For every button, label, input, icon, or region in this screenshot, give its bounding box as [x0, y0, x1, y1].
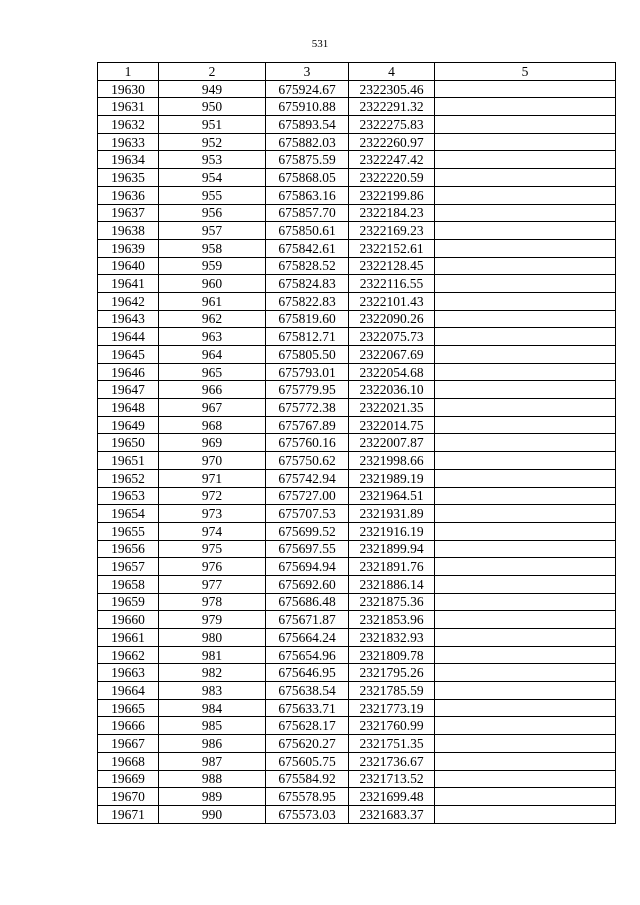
table-cell [435, 133, 616, 151]
table-row [98, 629, 616, 647]
table-cell: 675819.60 [266, 310, 349, 328]
table-cell: 2322116.55 [349, 275, 435, 293]
table-cell: 2322220.59 [349, 169, 435, 187]
table-cell: 675779.95 [266, 381, 349, 399]
table-row [98, 735, 616, 753]
table-cell: 963 [159, 328, 266, 346]
table-cell [435, 222, 616, 240]
table-cell: 955 [159, 186, 266, 204]
table-row [98, 399, 616, 417]
table-cell: 19646 [98, 363, 159, 381]
table-cell: 2321886.14 [349, 575, 435, 593]
table-row [98, 346, 616, 364]
table-cell: 19641 [98, 275, 159, 293]
table-cell: 675857.70 [266, 204, 349, 222]
table-cell: 968 [159, 416, 266, 434]
table-cell: 951 [159, 116, 266, 134]
table-cell: 19652 [98, 469, 159, 487]
table-cell [435, 80, 616, 98]
table-cell: 967 [159, 399, 266, 417]
table-row [98, 646, 616, 664]
table-cell: 2321931.89 [349, 505, 435, 523]
table-cell: 19650 [98, 434, 159, 452]
table-cell [435, 169, 616, 187]
table-cell: 2321751.35 [349, 735, 435, 753]
table-row [98, 593, 616, 611]
table-cell [435, 239, 616, 257]
table-cell: 2321998.66 [349, 452, 435, 470]
table-row [98, 575, 616, 593]
table-cell: 675727.00 [266, 487, 349, 505]
column-header: 4 [349, 63, 435, 81]
table-cell: 19653 [98, 487, 159, 505]
table-cell: 2321875.36 [349, 593, 435, 611]
coordinates-table [97, 62, 616, 824]
table-cell: 19658 [98, 575, 159, 593]
table-cell: 973 [159, 505, 266, 523]
table-cell: 675767.89 [266, 416, 349, 434]
table-cell: 675605.75 [266, 752, 349, 770]
table-cell: 675694.94 [266, 558, 349, 576]
table-cell: 2321785.59 [349, 682, 435, 700]
table-cell: 2321809.78 [349, 646, 435, 664]
table-cell: 984 [159, 699, 266, 717]
table-cell: 971 [159, 469, 266, 487]
table-cell: 964 [159, 346, 266, 364]
table-cell: 19630 [98, 80, 159, 98]
table-cell: 990 [159, 805, 266, 823]
table-cell: 19636 [98, 186, 159, 204]
table-cell: 2322075.73 [349, 328, 435, 346]
table-cell: 675646.95 [266, 664, 349, 682]
table-cell [435, 735, 616, 753]
table-row [98, 788, 616, 806]
table-cell: 675707.53 [266, 505, 349, 523]
table-cell: 988 [159, 770, 266, 788]
table-row [98, 752, 616, 770]
table-cell: 19642 [98, 292, 159, 310]
table-cell: 962 [159, 310, 266, 328]
table-cell: 949 [159, 80, 266, 98]
table-cell: 2322275.83 [349, 116, 435, 134]
table-cell: 675805.50 [266, 346, 349, 364]
table-cell: 19657 [98, 558, 159, 576]
table-row [98, 434, 616, 452]
table-row [98, 664, 616, 682]
table-cell: 675686.48 [266, 593, 349, 611]
table-cell: 2322014.75 [349, 416, 435, 434]
table-body [98, 80, 616, 823]
table-cell [435, 186, 616, 204]
table-row [98, 699, 616, 717]
table-cell [435, 346, 616, 364]
table-cell [435, 434, 616, 452]
table-row [98, 80, 616, 98]
table-row [98, 98, 616, 116]
table-cell: 19649 [98, 416, 159, 434]
table-row [98, 116, 616, 134]
table-cell: 2321899.94 [349, 540, 435, 558]
table-cell: 2322007.87 [349, 434, 435, 452]
table-cell: 2321773.19 [349, 699, 435, 717]
table-cell: 956 [159, 204, 266, 222]
table-cell: 2321683.37 [349, 805, 435, 823]
table-cell [435, 116, 616, 134]
table-row [98, 204, 616, 222]
table-cell: 952 [159, 133, 266, 151]
table-row [98, 310, 616, 328]
table-cell: 19634 [98, 151, 159, 169]
table-cell: 19648 [98, 399, 159, 417]
table-cell: 2321853.96 [349, 611, 435, 629]
table-cell [435, 646, 616, 664]
table-row [98, 540, 616, 558]
table-cell: 2321699.48 [349, 788, 435, 806]
table-cell: 960 [159, 275, 266, 293]
table-cell [435, 292, 616, 310]
table-row [98, 682, 616, 700]
table-cell [435, 381, 616, 399]
table-cell: 675664.24 [266, 629, 349, 647]
table-cell [435, 611, 616, 629]
table-cell: 19668 [98, 752, 159, 770]
table-header-row [98, 63, 616, 81]
table-cell [435, 540, 616, 558]
table-cell: 675697.55 [266, 540, 349, 558]
table-cell: 19633 [98, 133, 159, 151]
table-cell: 953 [159, 151, 266, 169]
table-cell: 2321736.67 [349, 752, 435, 770]
table-cell [435, 399, 616, 417]
table-cell: 675863.16 [266, 186, 349, 204]
table-cell [435, 575, 616, 593]
table-cell: 974 [159, 522, 266, 540]
table-cell: 2321795.26 [349, 664, 435, 682]
table-cell [435, 788, 616, 806]
table-cell: 2322021.35 [349, 399, 435, 417]
table-row [98, 292, 616, 310]
table-cell: 675910.88 [266, 98, 349, 116]
table-cell: 950 [159, 98, 266, 116]
table-cell: 2322260.97 [349, 133, 435, 151]
table-cell: 675850.61 [266, 222, 349, 240]
table-row [98, 222, 616, 240]
table-cell: 976 [159, 558, 266, 576]
page-number: 531 [311, 38, 329, 50]
table-cell: 19660 [98, 611, 159, 629]
table-cell: 19671 [98, 805, 159, 823]
table-cell: 675760.16 [266, 434, 349, 452]
table-cell: 19667 [98, 735, 159, 753]
table-cell: 2322184.23 [349, 204, 435, 222]
table-cell [435, 328, 616, 346]
table-cell: 969 [159, 434, 266, 452]
table-cell: 972 [159, 487, 266, 505]
table-row [98, 239, 616, 257]
table-cell: 19656 [98, 540, 159, 558]
table-cell [435, 717, 616, 735]
table-cell: 675822.83 [266, 292, 349, 310]
table-cell [435, 416, 616, 434]
table-cell: 675824.83 [266, 275, 349, 293]
table-row [98, 169, 616, 187]
table-cell: 675628.17 [266, 717, 349, 735]
table-cell: 19664 [98, 682, 159, 700]
table-cell [435, 505, 616, 523]
table-cell: 19640 [98, 257, 159, 275]
table-cell: 2322152.61 [349, 239, 435, 257]
table-cell: 675882.03 [266, 133, 349, 151]
table-cell: 19632 [98, 116, 159, 134]
table-cell: 2321713.52 [349, 770, 435, 788]
table-cell: 982 [159, 664, 266, 682]
table-cell: 19659 [98, 593, 159, 611]
table-cell: 19631 [98, 98, 159, 116]
table-cell: 2321989.19 [349, 469, 435, 487]
table-cell: 675924.67 [266, 80, 349, 98]
table-cell: 983 [159, 682, 266, 700]
table-row [98, 328, 616, 346]
table-cell: 2322169.23 [349, 222, 435, 240]
table-cell [435, 257, 616, 275]
table-cell: 2322036.10 [349, 381, 435, 399]
table-cell: 2322128.45 [349, 257, 435, 275]
table-cell: 19655 [98, 522, 159, 540]
table-cell [435, 558, 616, 576]
table-cell [435, 664, 616, 682]
table-cell [435, 770, 616, 788]
table-cell [435, 275, 616, 293]
column-header: 5 [435, 63, 616, 81]
table-cell [435, 452, 616, 470]
table-cell [435, 805, 616, 823]
table-cell: 978 [159, 593, 266, 611]
table-cell: 2321760.99 [349, 717, 435, 735]
table-row [98, 275, 616, 293]
table-cell [435, 204, 616, 222]
table-row [98, 611, 616, 629]
table-cell: 979 [159, 611, 266, 629]
table-row [98, 805, 616, 823]
table-row [98, 416, 616, 434]
table-row [98, 487, 616, 505]
table-cell: 19663 [98, 664, 159, 682]
table-cell [435, 310, 616, 328]
table-cell: 675842.61 [266, 239, 349, 257]
table-cell [435, 98, 616, 116]
table-row [98, 717, 616, 735]
table-row [98, 133, 616, 151]
table-cell: 19651 [98, 452, 159, 470]
table-cell: 675633.71 [266, 699, 349, 717]
table-cell: 675578.95 [266, 788, 349, 806]
column-header: 2 [159, 63, 266, 81]
table-cell: 19654 [98, 505, 159, 523]
table-cell [435, 363, 616, 381]
table-cell: 2321891.76 [349, 558, 435, 576]
table-cell: 19662 [98, 646, 159, 664]
table-cell: 675772.38 [266, 399, 349, 417]
table-cell: 19670 [98, 788, 159, 806]
table-cell: 675654.96 [266, 646, 349, 664]
table-cell: 675742.94 [266, 469, 349, 487]
table-cell [435, 629, 616, 647]
table-cell: 957 [159, 222, 266, 240]
table-cell: 19644 [98, 328, 159, 346]
table-cell: 2322291.32 [349, 98, 435, 116]
table-cell: 2322247.42 [349, 151, 435, 169]
table-cell: 970 [159, 452, 266, 470]
table-cell: 961 [159, 292, 266, 310]
table-row [98, 469, 616, 487]
table-cell: 675875.59 [266, 151, 349, 169]
table-cell: 19637 [98, 204, 159, 222]
table-cell: 19635 [98, 169, 159, 187]
table-cell: 675793.01 [266, 363, 349, 381]
table-cell: 989 [159, 788, 266, 806]
table-cell: 2322305.46 [349, 80, 435, 98]
table-cell: 2322199.86 [349, 186, 435, 204]
table-cell: 975 [159, 540, 266, 558]
table-cell: 19661 [98, 629, 159, 647]
table-row [98, 186, 616, 204]
table-cell: 986 [159, 735, 266, 753]
table-cell: 19665 [98, 699, 159, 717]
table-row [98, 363, 616, 381]
table-row [98, 452, 616, 470]
table-row [98, 151, 616, 169]
table-row [98, 381, 616, 399]
table-cell: 2322090.26 [349, 310, 435, 328]
column-header: 3 [266, 63, 349, 81]
table-cell: 19669 [98, 770, 159, 788]
table-cell: 2321832.93 [349, 629, 435, 647]
table-cell: 2322067.69 [349, 346, 435, 364]
table-cell [435, 469, 616, 487]
table-cell: 985 [159, 717, 266, 735]
table-cell: 675699.52 [266, 522, 349, 540]
table-cell: 675573.03 [266, 805, 349, 823]
table-cell: 19639 [98, 239, 159, 257]
table-row [98, 522, 616, 540]
table-cell [435, 699, 616, 717]
table-row [98, 257, 616, 275]
table-cell [435, 752, 616, 770]
table-cell: 965 [159, 363, 266, 381]
table-cell: 19643 [98, 310, 159, 328]
table-cell [435, 487, 616, 505]
table-cell: 675692.60 [266, 575, 349, 593]
table-cell [435, 682, 616, 700]
table-cell: 966 [159, 381, 266, 399]
table-cell: 987 [159, 752, 266, 770]
table-cell: 19666 [98, 717, 159, 735]
table-cell: 981 [159, 646, 266, 664]
table-row [98, 505, 616, 523]
table-cell [435, 522, 616, 540]
column-header: 1 [98, 63, 159, 81]
table-cell: 675812.71 [266, 328, 349, 346]
table-row [98, 770, 616, 788]
table-cell [435, 593, 616, 611]
table-cell: 977 [159, 575, 266, 593]
table-cell: 675584.92 [266, 770, 349, 788]
table-cell: 19638 [98, 222, 159, 240]
table-cell: 2321964.51 [349, 487, 435, 505]
table-cell: 954 [159, 169, 266, 187]
table-cell: 675828.52 [266, 257, 349, 275]
table-cell: 980 [159, 629, 266, 647]
table-cell: 675868.05 [266, 169, 349, 187]
table-cell: 19647 [98, 381, 159, 399]
table-cell [435, 151, 616, 169]
table-cell: 675671.87 [266, 611, 349, 629]
table-cell: 675638.54 [266, 682, 349, 700]
table-row [98, 558, 616, 576]
table-cell: 675620.27 [266, 735, 349, 753]
table-cell: 2321916.19 [349, 522, 435, 540]
table-cell: 2322101.43 [349, 292, 435, 310]
table-cell: 958 [159, 239, 266, 257]
table-cell: 19645 [98, 346, 159, 364]
table-cell: 2322054.68 [349, 363, 435, 381]
table-cell: 959 [159, 257, 266, 275]
table-cell: 675750.62 [266, 452, 349, 470]
table-cell: 675893.54 [266, 116, 349, 134]
